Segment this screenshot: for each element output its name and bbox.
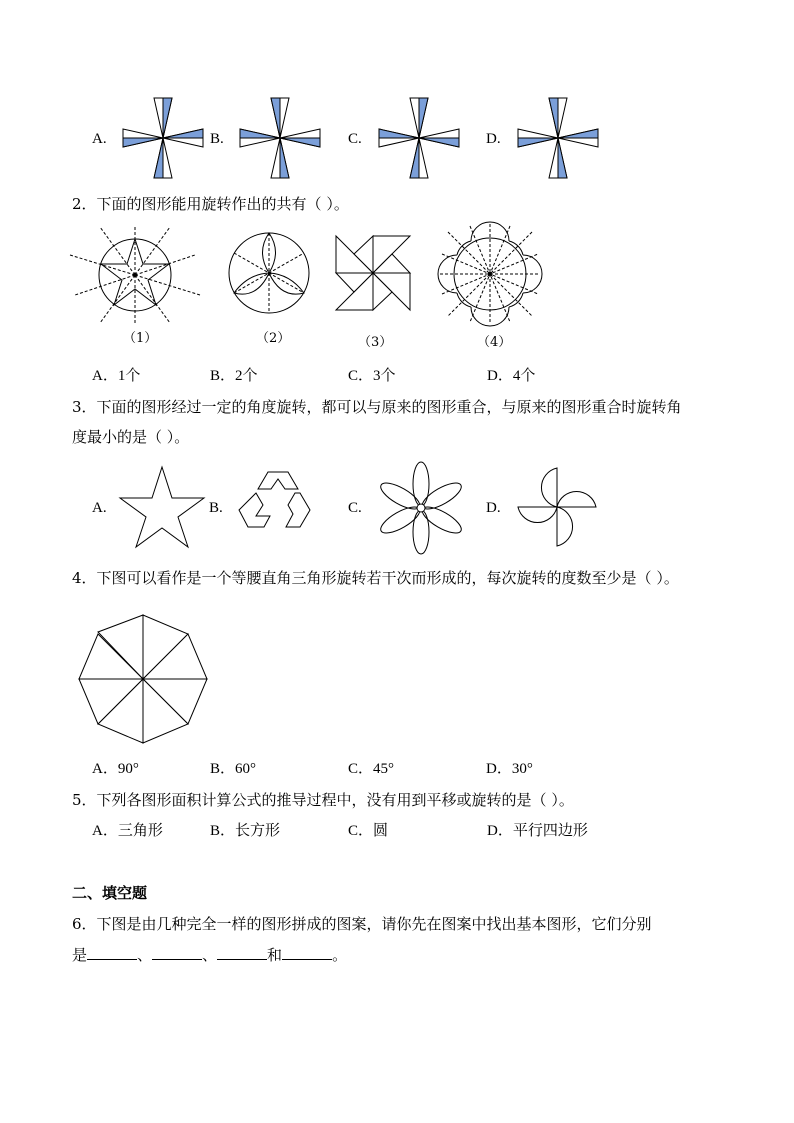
- q2-option-a: A．1个: [92, 368, 141, 384]
- q5-option-d: D．平行四边形: [487, 823, 588, 839]
- q4-option-b: B．60°: [210, 761, 257, 777]
- q1-option-d-label: D.: [486, 131, 501, 147]
- q6-blank-2[interactable]: [152, 945, 202, 960]
- q6-sep-3: 和: [267, 946, 283, 964]
- q2-caption-3: （3）: [358, 335, 393, 350]
- q2-figure-4-flower-circle: [440, 224, 540, 324]
- q2-option-d: D．4个: [487, 368, 536, 384]
- q2-stem: 2．下面的图形能用旋转作出的共有（ ）。: [72, 195, 349, 213]
- q6-blank-4[interactable]: [282, 945, 332, 960]
- q3-option-b-label: B.: [209, 500, 223, 516]
- q5-option-a: A．三角形: [92, 823, 163, 839]
- q1-figure-c: [379, 97, 459, 179]
- q5-option-b: B．长方形: [210, 823, 281, 839]
- q6-blank-1[interactable]: [87, 945, 137, 960]
- q2-caption-4: （4）: [477, 335, 512, 350]
- q3-option-d-label: D.: [486, 500, 501, 516]
- q3-stem-line2: 度最小的是（ ）。: [72, 428, 190, 446]
- q4-option-a: A．90°: [92, 761, 139, 777]
- q6-stem-line2: [72, 945, 347, 965]
- q1-figure-d: [518, 97, 598, 179]
- q5-stem: 5．下列各图形面积计算公式的推导过程中，没有用到平移或旋转的是（ ）。: [72, 791, 574, 809]
- q1-figure-b: [240, 97, 320, 179]
- q3-stem-line1: 3．下面的图形经过一定的角度旋转，都可以与原来的图形重合，与原来的图形重合时旋转角: [72, 398, 682, 416]
- q2-figure-1-star-circle: [70, 225, 200, 325]
- q2-figure-2-circle-petals: [228, 232, 310, 314]
- q3-option-a-label: A.: [92, 500, 107, 516]
- q6-sep-2: 、: [202, 946, 218, 964]
- q1-option-b-label: B.: [210, 131, 224, 147]
- q6-prefix: 是: [72, 946, 88, 964]
- q6-sep-1: 、: [137, 946, 153, 964]
- q4-option-c: C．45°: [348, 761, 395, 777]
- q2-caption-2: （2）: [256, 331, 291, 346]
- q6-end: 。: [332, 946, 348, 964]
- q3-figure-a-star: [119, 466, 205, 548]
- q6-stem-line1: 6．下图是由几种完全一样的图形拼成的图案，请你先在图案中找出基本图形，它们分别: [72, 915, 652, 933]
- section-2-title: 二、填空题: [72, 884, 148, 902]
- q2-figure-3-pinwheel: [336, 236, 410, 310]
- q4-stem: 4．下图可以看作是一个等腰直角三角形旋转若干次而形成的，每次旋转的度数至少是（ ）。: [72, 569, 679, 587]
- q2-caption-1: （1）: [123, 331, 158, 346]
- q3-figure-d-fan: [516, 466, 598, 548]
- q3-figure-c-flower: [378, 460, 464, 556]
- q2-option-c: C．3个: [348, 368, 396, 384]
- q1-option-c-label: C.: [348, 131, 362, 147]
- q1-option-a-label: A.: [92, 131, 107, 147]
- q6-blank-3[interactable]: [217, 945, 267, 960]
- q1-figure-a: [123, 97, 203, 179]
- q3-figure-b-recycle: [238, 469, 318, 541]
- q5-option-c: C．圆: [348, 823, 389, 839]
- q3-option-c-label: C.: [348, 500, 362, 516]
- q2-option-b: B．2个: [210, 368, 258, 384]
- q4-option-d: D．30°: [486, 761, 533, 777]
- q4-figure-triangle-pinwheel: [76, 612, 210, 746]
